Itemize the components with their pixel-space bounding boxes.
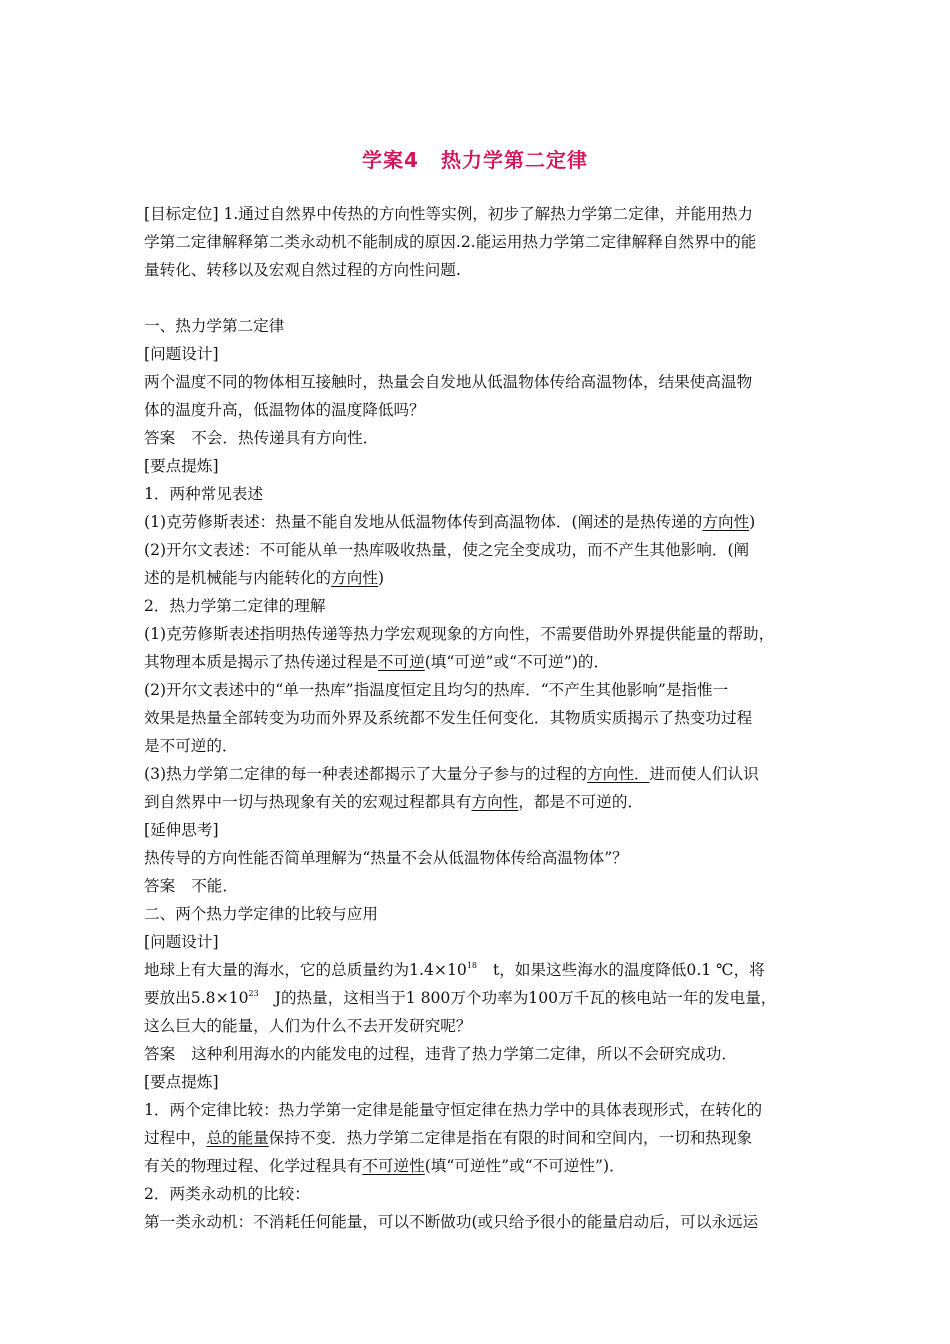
page-title	[0, 144, 950, 173]
text-segment: 进而使人们认识	[649, 765, 759, 783]
fill-in-answer: 方向性	[471, 793, 519, 811]
point-line	[144, 788, 812, 816]
point-line	[144, 1152, 812, 1180]
text-segment: 其物理本质是揭示了热传递过程是	[144, 653, 378, 671]
answer-label: 答案	[144, 429, 176, 447]
point-line: 是不可逆的．	[144, 737, 238, 755]
section-heading: 一、热力学第二定律	[144, 317, 285, 335]
text-segment: 要放出5.8×10	[144, 989, 249, 1007]
extended-thinking-tag: [延伸思考]	[144, 821, 219, 839]
fill-in-answer: 总的能量	[206, 1129, 269, 1147]
text-segment: )	[749, 513, 756, 531]
text-segment: t，如果这些海水的温度降低0.1 ℃，将	[493, 961, 765, 979]
question-line	[144, 984, 812, 1012]
text-segment: (填“可逆”或“不可逆”)的．	[424, 653, 610, 671]
goal-line: 学第二定律解释第二类永动机不能制成的原因.2.能运用热力学第二定律解释自然界中的能	[144, 233, 757, 251]
point-line: (2)开尔文表述：不可能从单一热库吸收热量，使之完全变成功，而不产生其他影响．(阐	[144, 541, 750, 559]
fill-in-answer: 不可逆性	[362, 1157, 425, 1175]
question-design-tag: [问题设计]	[144, 345, 219, 363]
answer-text: 这种利用海水的内能发电的过程，违背了热力学第二定律，所以不会研究成功．	[191, 1045, 737, 1063]
text-segment: (3)热力学第二定律的每一种表述都揭示了大量分子参与的过程的	[144, 765, 588, 783]
point-line: 第一类永动机：不消耗任何能量，可以不断做功(或只给予很小的能量启动后，可以永远运	[144, 1213, 759, 1231]
goal-line: [目标定位] 1.通过自然界中传热的方向性等实例，初步了解热力学第二定律，并能用热力	[144, 205, 753, 223]
point-line: 效果是热量全部转变为功而外界及系统都不发生任何变化．其物质实质揭示了热变功过程	[144, 709, 753, 727]
text-segment: 保持不变．热力学第二定律是指在有限的时间和空间内，一切和热现象	[268, 1129, 753, 1147]
answer-label: 答案	[144, 1045, 176, 1063]
fill-in-answer: 方向性	[331, 569, 378, 587]
title-lesson-number: 学案4	[362, 148, 419, 172]
point-line: 2．两类永动机的比较：	[144, 1185, 310, 1203]
key-points-tag: [要点提炼]	[144, 457, 219, 475]
point-line	[144, 760, 812, 788]
point-line: (2)开尔文表述中的“单一热库”指温度恒定且均匀的热库．“不产生其他影响”是指惟一	[144, 681, 729, 699]
section-heading: 二、两个热力学定律的比较与应用	[144, 905, 378, 923]
point-line: 1．两个定律比较：热力学第一定律是能量守恒定律在热力学中的具体表现形式，在转化的	[144, 1101, 763, 1119]
text-segment: ，都是不可逆的．	[518, 793, 644, 811]
question-line: 这么巨大的能量，人们为什么不去开发研究呢？	[144, 1017, 472, 1035]
fill-in-answer: 方向性	[702, 513, 750, 531]
text-segment: 地球上有大量的海水，它的总质量约为1.4×10	[144, 961, 467, 979]
text-segment: 到自然界中一切与热现象有关的宏观过程都具有	[144, 793, 472, 811]
question-design-tag: [问题设计]	[144, 933, 219, 951]
text-segment: (1)克劳修斯表述：热量不能自发地从低温物体传到高温物体．(阐述的是热传递的	[144, 513, 703, 531]
point-line: (1)克劳修斯表述指明热传递等热力学宏观现象的方向性，不需要借助外界提供能量的帮助，	[144, 625, 775, 643]
question-line: 两个温度不同的物体相互接触时，热量会自发地从低温物体传给高温物体，结果使高温物	[144, 373, 753, 391]
key-points-tag: [要点提炼]	[144, 1073, 219, 1091]
exponent: 23	[248, 989, 259, 998]
answer-line	[144, 1040, 812, 1068]
document-body	[144, 200, 812, 1236]
text-segment: 述的是机械能与内能转化的	[144, 569, 332, 587]
question-line: 体的温度升高，低温物体的温度降低吗？	[144, 401, 425, 419]
question-line: 热传导的方向性能否简单理解为“热量不会从低温物体传给高温物体”？	[144, 849, 628, 867]
text-segment: )	[377, 569, 385, 587]
answer-label: 答案	[144, 877, 176, 895]
answer-line	[144, 424, 812, 452]
answer-text: 不能．	[191, 877, 238, 895]
point-line	[144, 508, 812, 536]
point-line	[144, 648, 812, 676]
point-line	[144, 1124, 812, 1152]
fill-in-answer: 不可逆	[377, 653, 425, 671]
fill-in-answer: 方向性．	[587, 765, 650, 783]
answer-text: 不会．热传递具有方向性．	[191, 429, 379, 447]
point-line: 2．热力学第二定律的理解	[144, 597, 326, 615]
answer-line	[144, 872, 812, 900]
text-segment: J的热量，这相当于1 800万个功率为100万千瓦的核电站一年的发电量，	[274, 989, 777, 1007]
text-segment: 过程中，	[144, 1129, 207, 1147]
question-line	[144, 956, 812, 984]
goal-line: 量转化、转移以及宏观自然过程的方向性问题.	[144, 261, 461, 279]
text-segment: 有关的物理过程、化学过程具有	[144, 1157, 363, 1175]
title-topic: 热力学第二定律	[440, 148, 588, 172]
exponent: 18	[466, 961, 477, 970]
text-segment: (填“可逆性”或“不可逆性”)．	[424, 1157, 625, 1175]
point-line: 1．两种常见表述	[144, 485, 264, 503]
point-line	[144, 564, 812, 592]
